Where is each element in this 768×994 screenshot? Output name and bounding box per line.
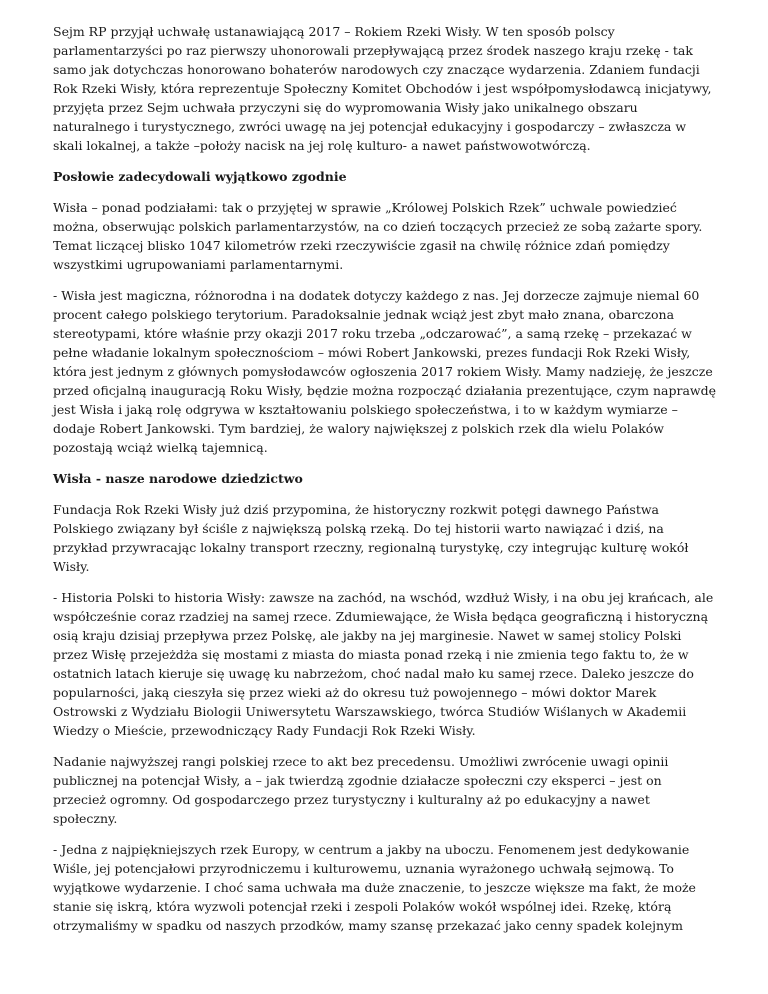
paragraph-precedens: Nadanie najwyższej rangi polskiej rzece to akt bez precedensu. Umożliwi zwrócenie uwagi opinii publicznej na potencjał Wisły, a – jak twierdzą zgodnie działacze społeczni czy eksperci – jest on przecież ogromny. Od gospodarczego przez turystyczny i kulturalny aż po edukacyjny a nawet społeczny. [53, 754, 669, 826]
paragraph-quote-ostrowski: - Historia Polski to historia Wisły: zawsze na zachód, na wschód, wzdłuż Wisły, i na obu jej krańcach, ale współcześnie coraz rzadziej na samej rzece. Zdumiewające, że Wisła będąca geograficzną i historyczną osią kraju dzisiaj przepływa przez Polskę, ale jakby na jej marginesie. Nawet w samej stolicy Polski przez Wisłę przejeżdża się mostami z miasta do miasta ponad rzeką i nie zmienia tego faktu to, że w ostatnich latach kieruje się uwagę ku nabrzeżom, choć nadal mało ku samej rzece. Daleko jeszcze do popularności, jaką cieszyła się przez wieki aż do okresu tuż powojennego – mówi doktor Marek Ostrowski z Wydziału Biologii Uniwersytetu Warszawskiego, twórca Studiów Wiślanych w Akademii Wiedzy o Mieście, przewodniczący Rady Fundacji Rok Rzeki Wisły. [53, 590, 714, 738]
paragraph-ponad-podzialami: Wisła – ponad podziałami: tak o przyjętej w sprawie „Królowej Polskich Rzek” uchwale powiedzieć można, obserwując polskich parlamentarzystów, na co dzień toczących przecież ze sobą zażarte spory. Temat liczącej blisko 1047 kilometrów rzeki rzeczywiście zgasił na chwilę różnice zdań pomiędzy wszystkimi ugrupowaniami parlamentarnymi. [53, 200, 703, 272]
heading-poslowie: Posłowie zadecydowali wyjątkowo zgodnie [53, 169, 347, 184]
paragraph-quote-jankowski: - Wisła jest magiczna, różnorodna i na dodatek dotyczy każdego z nas. Jej dorzecze zajmuje niemal 60 procent całego polskiego terytorium. Paradoksalnie jednak wciąż jest zbyt mało znana, obarczona stereotypami, które właśnie przy okazji 2017 roku trzeba „odczarować”, a samą rzekę – przekazać w pełne władanie lokalnym społecznościom – mówi Robert Jankowski, prezes fundacji Rok Rzeki Wisły, która jest jednym z głównych pomysłodawców ogłoszenia 2017 rokiem Wisły. Mamy nadzieję, że jeszcze przed oficjalną inauguracją Roku Wisły, będzie można rozpocząć działania prezentujące, czym naprawdę jest Wisła i jaką rolę odgrywa w kształtowaniu polskiego społeczeństwa, i to w każdym wymiarze – dodaje Robert Jankowski. Tym bardziej, że walory największej z polskich rzek dla wielu Polaków pozostają wciąż wielką tajemnicą. [53, 288, 717, 455]
paragraph-intro: Sejm RP przyjął uchwałę ustanawiającą 2017 – Rokiem Rzeki Wisły. W ten sposób polscy parlamentarzyści po raz pierwszy uhonorowali przepływającą przez środek naszego kraju rzekę - tak samo jak dotychczas honorowano bohaterów narodowych czy znaczące wydarzenia. Zdaniem fundacji Rok Rzeki Wisły, która reprezentuje Społeczny Komitet Obchodów i jest współpomysłodawcą inicjatywy, przyjęta przez Sejm uchwała przyczyni się do wypromowania Wisły jako unikalnego obszaru naturalnego i turystycznego, zwróci uwagę na jej potencjał edukacyjny i gospodarczy – zwłaszcza w skali lokalnej, a także –położy nacisk na jej rolę kulturo- a nawet państwowotwórczą. [53, 24, 712, 153]
heading-dziedzictwo: Wisła - nasze narodowe dziedzictwo [53, 471, 303, 486]
paragraph-europa: - Jedna z najpiękniejszych rzek Europy, w centrum a jakby na uboczu. Fenomenem jest dedykowanie Wiśle, jej potencjałowi przyrodniczemu i kulturowemu, uznania wyrażonego uchwałą sejmową. To wyjątkowe wydarzenie. I choć sama uchwała ma duże znaczenie, to jeszcze większe ma fakt, że może stanie się iskrą, która wyzwoli potencjał rzeki i zespoli Polaków wokół wspólnej idei. Rzekę, którą otrzymaliśmy w spadku od naszych przodków, mamy szansę przekazać jako cenny spadek kolejnym [53, 842, 696, 933]
paragraph-fundacja: Fundacja Rok Rzeki Wisły już dziś przypomina, że historyczny rozkwit potęgi dawnego Państwa Polskiego związany był ściśle z największą polską rzeką. Do tej historii warto nawiązać i dziś, na przykład przywracając lokalny transport rzeczny, regionalną turystykę, czy integrując kulturę wokół Wisły. [53, 502, 689, 574]
